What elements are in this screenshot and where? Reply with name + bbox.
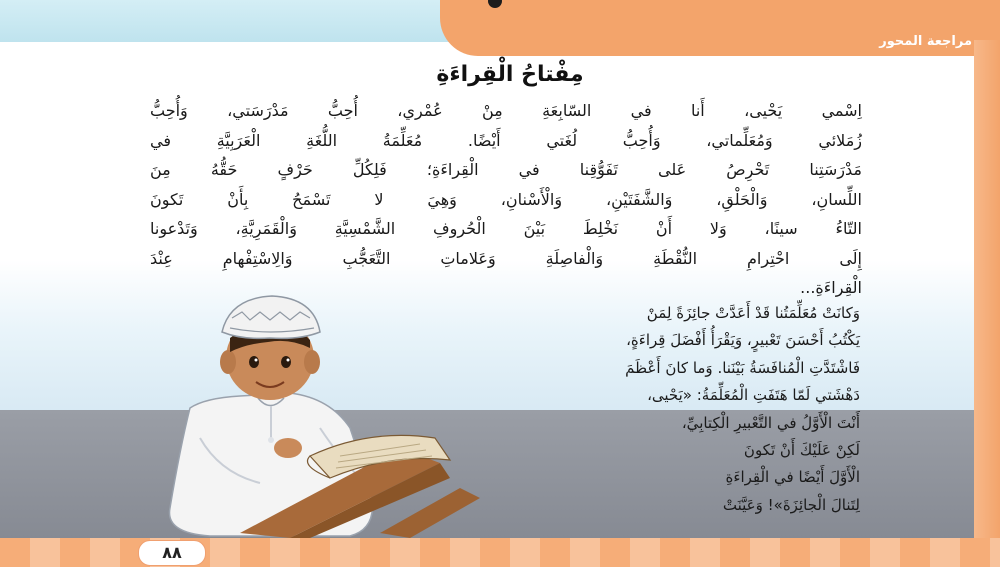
text-line: التّاءُ سينًا، وَلا أَنْ نَخْلِطَ بَيْنَ الْحُروفِ الشَّمْسِيَّةِ وَالْقَمَرِيَّةِ، وَتَدْعونا	[150, 219, 862, 238]
right-orange-rail	[974, 40, 1000, 540]
main-paragraph	[150, 96, 862, 303]
text-line: الْأَوَّلَ أَيْضًا في الْقِراءَةِ	[725, 468, 860, 487]
text-line: مَدْرَسَتِنا تَحْرِصُ عَلى تَفَوُّقِنا في الْقِراءَةِ؛ فَلِكُلِّ حَرْفٍ حَقُّهُ مِنَ	[150, 160, 862, 179]
page-number: ٨٨	[138, 540, 206, 566]
text-line: زُمَلائي وَمُعَلِّماتي، وَأُحِبُّ لُغَتي أَيْضًا. مُعَلِّمَةُ اللُّغَةِ الْعَرَبِيَّةِ في	[150, 130, 862, 150]
text-line: اِسْمي يَحْيى، أَنا في السّابِعَةِ مِنْ عُمْري، أُحِبُّ مَدْرَسَتي، وَأُحِبُّ	[150, 101, 862, 120]
second-paragraph	[470, 300, 860, 519]
text-line: لِتَنالَ الْجائِزَةَ»! وَعَيَّنَتْ	[722, 495, 860, 514]
top-blue-band	[0, 0, 460, 42]
text-line: إِلَى احْتِرامِ النُّقْطَةِ وَالْفاصِلَةِ وَعَلاماتِ التَّعَجُّبِ وَالِاسْتِفْهامِ عِنْدَ	[150, 248, 862, 268]
text-line: لَكِنْ عَلَيْكَ أَنْ تَكونَ	[743, 441, 860, 460]
text-line: أَنْتَ الْأَوَّلُ في التَّعْبيرِ الْكِتابِيِّ،	[681, 413, 860, 432]
text-line: دَهْشَتي لَمّا هَتَفَتِ الْمُعَلِّمَةُ: «يَحْيى،	[647, 386, 860, 405]
section-label: مراجعة المحور	[879, 34, 972, 49]
text-line: يَكْتُبُ أَحْسَنَ تَعْبيرٍ، وَيَقْرَأُ أَفْضَلَ قِراءَةٍ،	[626, 331, 860, 350]
text-line: الْقِراءَةِ...	[800, 278, 862, 297]
text-line: فَاشْتَدَّتِ الْمُنافَسَةُ بَيْنَنا. وَما كانَ أَعْظَمَ	[625, 358, 860, 377]
lesson-title: مِفْتاحُ الْقِراءَةِ	[436, 62, 584, 87]
text-line: وَكانَتْ مُعَلِّمَتُنا قَدْ أَعَدَّتْ جائِزَةً لِمَنْ	[646, 304, 860, 322]
text-line: اللِّسانِ، وَالْحَلْقِ، وَالشَّفَتَيْنِ، وَالْأَسْنانِ، وَهِيَ لا تَسْمَحُ بِأَنْ تَكونَ	[150, 189, 862, 209]
